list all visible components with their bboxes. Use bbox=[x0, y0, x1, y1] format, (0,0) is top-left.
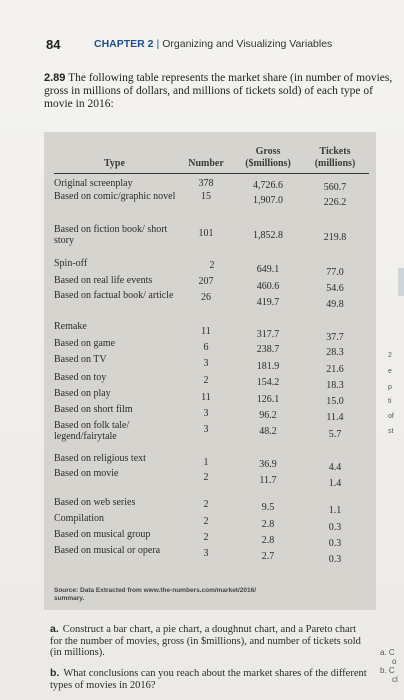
table-row-gross: 317.7 bbox=[256, 329, 280, 340]
facing-page-fragment: of bbox=[388, 413, 394, 420]
question-b bbox=[50, 668, 370, 691]
table-row-number: 101 bbox=[198, 228, 214, 239]
table-row-tickets: 1.4 bbox=[328, 478, 342, 489]
table-row-type: Based on religious text bbox=[54, 453, 146, 464]
question-a-label: a. bbox=[50, 623, 59, 635]
table-row-number: 3 bbox=[203, 424, 209, 435]
problem-number: 2.89 bbox=[44, 72, 66, 84]
table-row-number: 2 bbox=[203, 532, 209, 543]
source-citation bbox=[54, 587, 256, 603]
table-row-number: 11 bbox=[201, 392, 211, 403]
page-header bbox=[46, 36, 333, 54]
table-row-number: 11 bbox=[201, 326, 211, 337]
table-row-number: 26 bbox=[201, 292, 211, 303]
question-b-text: What conclusions can you reach about the market shares of the different types of movies in 2016? bbox=[50, 668, 367, 691]
table-row-number: 207 bbox=[198, 276, 214, 287]
table-row-type: Based on comic/graphic novel bbox=[54, 191, 176, 202]
table-row-type: Based on web series bbox=[54, 497, 136, 508]
table-row-tickets: 18.3 bbox=[326, 380, 344, 391]
table-row-type: Based on musical or opera bbox=[54, 545, 161, 556]
table-row-number: 2 bbox=[203, 375, 209, 386]
facing-page-fragment: st bbox=[388, 428, 394, 435]
facing-page-fragment: a. C bbox=[380, 648, 395, 657]
table-row-tickets: 226.2 bbox=[323, 197, 347, 208]
table-row-gross: 48.2 bbox=[259, 426, 277, 437]
question-a-text: Construct a bar chart, a pie chart, a doughnut chart, and a Pareto chart for the number of movies, gross (in $millions), and number of tickets sold (in millions). bbox=[50, 624, 361, 658]
table-row-type: Based on real life events bbox=[54, 275, 153, 286]
header-gross-line2: ($millions) bbox=[245, 158, 291, 169]
page-number: 84 bbox=[46, 37, 61, 52]
table-row-number: 1 bbox=[203, 457, 209, 468]
table-row-gross: 4,726.6 bbox=[253, 180, 283, 191]
table-row-type: Based on toy bbox=[54, 372, 107, 383]
table-row-tickets: 28.3 bbox=[326, 347, 344, 358]
table-row-number: 3 bbox=[203, 358, 209, 369]
problem-statement bbox=[44, 72, 394, 111]
table-row-type: Compilation bbox=[54, 513, 104, 524]
table-row-gross: 154.2 bbox=[256, 377, 280, 388]
facing-page-fragment: p bbox=[388, 384, 392, 391]
source-line-1: Source: Data Extracted from www.the-numbers.com/market/2016/ bbox=[54, 587, 257, 594]
header-gross-line1: Gross bbox=[255, 146, 281, 157]
table-row-gross: 238.7 bbox=[256, 344, 280, 355]
facing-page-fragment: e bbox=[388, 368, 392, 375]
chapter-heading bbox=[94, 38, 332, 50]
table-row-gross: 9.5 bbox=[261, 502, 275, 513]
table-row-number: 15 bbox=[201, 191, 211, 202]
table-row-tickets: 5.7 bbox=[328, 429, 342, 440]
table-row-type: Based on game bbox=[54, 338, 116, 349]
table-row-gross: 460.6 bbox=[256, 281, 280, 292]
table-row-tickets: 49.8 bbox=[326, 299, 344, 310]
table-row-gross: 2.8 bbox=[261, 535, 275, 546]
table-row-type: Based on TV bbox=[54, 354, 107, 365]
table-row-tickets: 1.1 bbox=[328, 505, 342, 516]
table-row-gross: 2.7 bbox=[261, 551, 275, 562]
header-number: Number bbox=[188, 158, 224, 169]
table-row-number: 3 bbox=[203, 408, 209, 419]
table-row-gross: 2.8 bbox=[261, 519, 275, 530]
table-row-gross: 126.1 bbox=[256, 394, 280, 405]
source-line-2: summary. bbox=[54, 595, 85, 602]
table-row-gross: 181.9 bbox=[256, 361, 280, 372]
table-row-number: 2 bbox=[203, 516, 209, 527]
facing-page-tab bbox=[398, 268, 404, 296]
table-row-gross: 1,852.8 bbox=[253, 230, 283, 241]
facing-page-fragment: o bbox=[392, 657, 397, 666]
problem-text: The following table represents the market share (in number of movies, gross in millions of dollars, and millions of tickets sold) of each type of movie in 2016: bbox=[44, 72, 393, 110]
header-tickets-line2: (millions) bbox=[314, 158, 356, 169]
table-row-type: Remake bbox=[54, 321, 87, 332]
table-row-gross: 649.1 bbox=[256, 264, 280, 275]
question-a bbox=[50, 624, 370, 659]
table-row-tickets: 0.3 bbox=[328, 538, 342, 549]
header-rule bbox=[54, 173, 369, 174]
chapter-label: CHAPTER 2 bbox=[94, 38, 154, 50]
table-row-gross: 419.7 bbox=[256, 297, 280, 308]
chapter-title: Organizing and Visualizing Variables bbox=[162, 38, 333, 50]
table-row-tickets: 21.6 bbox=[326, 364, 344, 375]
table-row-type: Based on movie bbox=[54, 468, 119, 479]
table-row-tickets: 560.7 bbox=[323, 182, 347, 193]
header-tickets-line1: Tickets bbox=[319, 146, 351, 157]
facing-page-fragment: ti bbox=[388, 398, 392, 405]
table-row-type: Based on play bbox=[54, 388, 111, 399]
table-row-gross: 11.7 bbox=[259, 475, 277, 486]
table-row-type: Based on fiction book/ short story bbox=[54, 224, 168, 246]
facing-page-fragment: b. C bbox=[380, 666, 395, 675]
table-row-number: 2 bbox=[203, 472, 209, 483]
facing-page-fragment: 2 bbox=[388, 352, 392, 359]
table-row-tickets: 54.6 bbox=[326, 283, 344, 294]
table-row-number: 378 bbox=[198, 178, 214, 189]
table-row-number: 6 bbox=[203, 342, 209, 353]
table-row-tickets: 11.4 bbox=[326, 412, 344, 423]
table-row-type: Spin-off bbox=[54, 258, 88, 269]
table-row-tickets: 219.8 bbox=[323, 232, 347, 243]
table-row-gross: 36.9 bbox=[259, 459, 277, 470]
table-row-type: Based on musical group bbox=[54, 529, 151, 540]
table-row-tickets: 15.0 bbox=[326, 396, 344, 407]
table-row-number: 2 bbox=[203, 499, 209, 510]
table-row-tickets: 37.7 bbox=[326, 332, 344, 343]
table-row-number: 3 bbox=[203, 548, 209, 559]
table-row-tickets: 0.3 bbox=[328, 554, 342, 565]
question-b-label: b. bbox=[50, 667, 60, 679]
facing-page-bottom-fragments bbox=[380, 620, 398, 684]
table-row-gross: 1,907.0 bbox=[253, 195, 283, 206]
table-row-tickets: 0.3 bbox=[328, 522, 342, 533]
table-row-type: Based on folk tale/ legend/fairytale bbox=[54, 420, 130, 442]
chapter-separator: | bbox=[156, 38, 160, 50]
facing-page-fragment: cl bbox=[392, 675, 398, 684]
table-row-type: Based on short film bbox=[54, 404, 133, 415]
header-type: Type bbox=[104, 158, 125, 169]
table-row-type: Based on factual book/ article bbox=[54, 290, 174, 301]
table-row-gross: 96.2 bbox=[259, 410, 277, 421]
table-row-type: Original screenplay bbox=[54, 178, 133, 189]
table-row-number: 2 bbox=[209, 260, 215, 271]
table-row-tickets: 4.4 bbox=[328, 462, 342, 473]
table-row-tickets: 77.0 bbox=[326, 267, 344, 278]
